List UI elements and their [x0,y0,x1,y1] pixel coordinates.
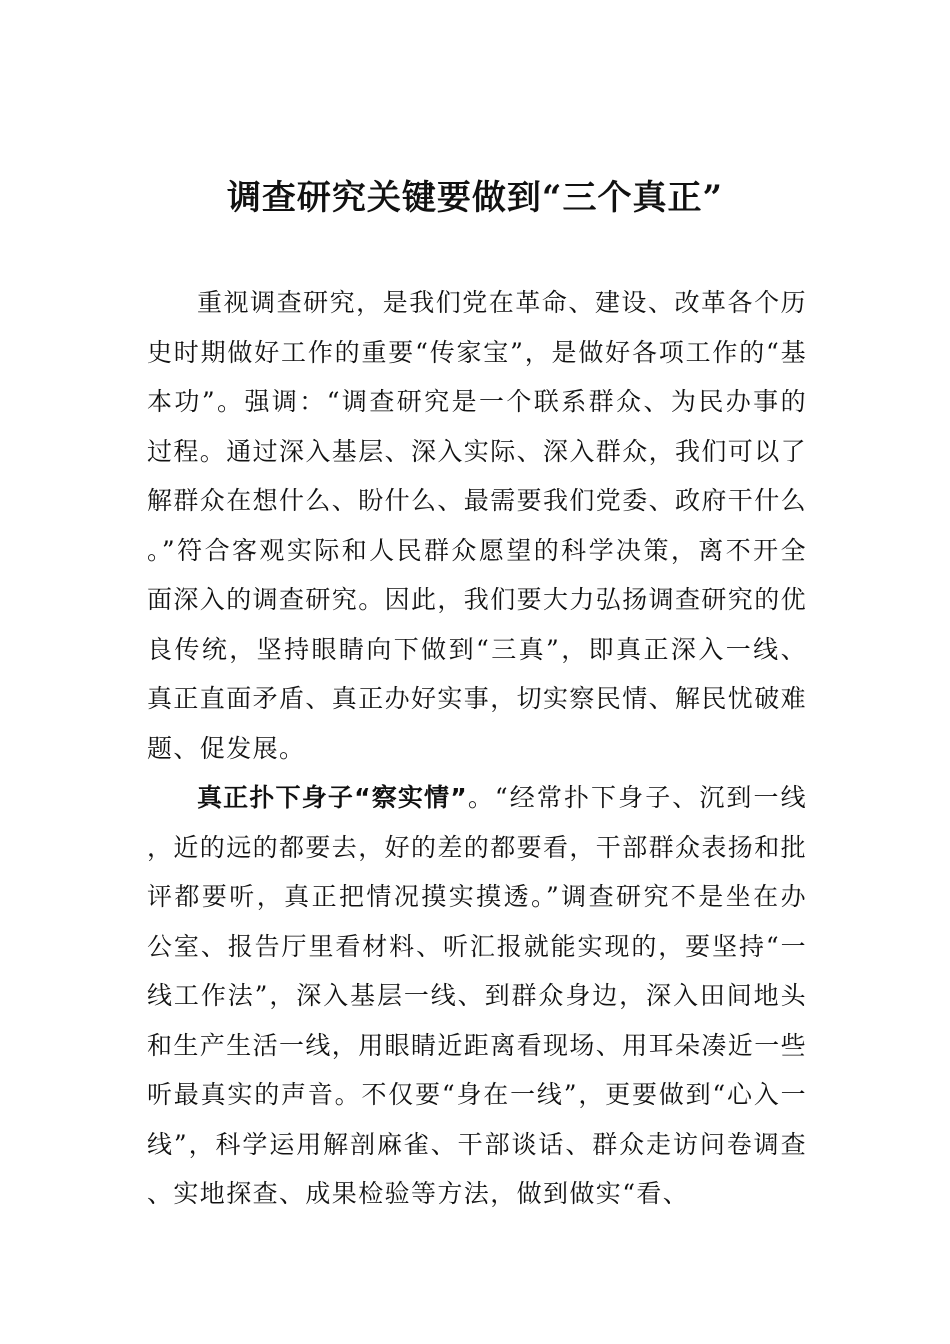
paragraph-text: 重视调查研究，是我们党在革命、建设、改革各个历史时期做好工作的重要“传家宝”，是做好各项工作的“基本功”。强调：“调查研究是一个联系群众、为民办事的过程。通过深入基层、深入实际、深入群众，我们可以了解群众在想什么、盼什么、最需要我们党委、政府干什么。”符合客观实际和人民群众愿望的科学决策，离不开全面深入的调查研究。因此，我们要大力弘扬调查研究的优良传统，坚持眼睛向下做到“三真”，即真正深入一线、真正直面矛盾、真正办好实事，切实察民情、解民忧破难题、促发展。 [147,288,808,763]
paragraph-lead-heading: 真正扑下身子“察实情” [197,783,468,812]
document-body [147,278,807,1219]
paragraph-text: 。“经常扑下身子、沉到一线，近的远的都要去，好的差的都要看，干部群众表扬和批评都要听，真正把情况摸实摸透。”调查研究不是坐在办公室、报告厅里看材料、听汇报就能实现的，要坚持“一线工作法”，深入基层一线、到群众身边，深入田间地头和生产生活一线，用眼睛近距离看现场、用耳朵凑近一些听最真实的声音。不仅要“身在一线”，更要做到“心入一线”，科学运用解剖麻雀、干部谈话、群众走访问卷调查、实地探查、成果检验等方法，做到做实“看、 [147,783,808,1208]
document-title: 调查研究关键要做到“三个真正” [226,178,724,218]
paragraph-section-1 [147,773,807,1219]
paragraph-intro [147,278,807,773]
